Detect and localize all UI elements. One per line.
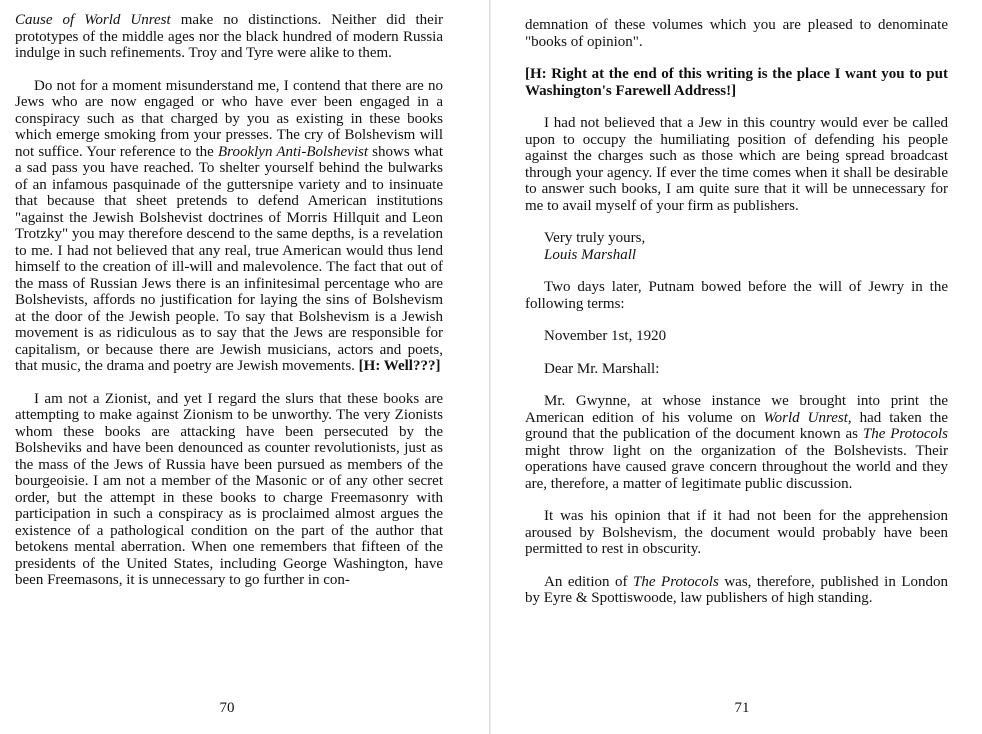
paragraph: Do not for a moment misunderstand me, I contend that there are no Jews who are now engaged or who have ever been engaged in a conspiracy such as that charged by you as existing in these books which emerge smoking from your presses. The cry of Bolshevism will not suffice. Your reference to the Brooklyn Anti-Bolshevist shows what a sad pass you have reached. To shelter yourself behind the bulwarks of an infamous pasquinade of the guttersnipe variety and to insinuate that because that sheet pretends to defend American institutions "against the Jewish Bolshevist doctrines of Morris Hillquit and Leon Trotzky" you may therefore descend to the same depths, is a revelation to me. I had not believed that any real, true American would thus lend himself to the creation of ill-will and malevolence. The fact that out of the mass of Russian Jews there is an infinitesimal percentage who are Bolshevists, affords no justification for laying the sins of Bolshevism at the door of the Jewish people. To say that Bolshevism is a Jewish movement is as ridiculous as to say that the Jews are responsible for capitalism, or because there are Jewish musicians, actors and poets, that music, the drama and poetry are Jewish movements. [H: Well???]: [15, 77, 444, 374]
paragraph: Mr. Gwynne, at whose instance we brought into print the American edition of his volume on World Unrest, had taken the ground that the publication of the document known as The Protocols might throw light on the organization of the Bolshevists. Their operations have caused grave concern throughout the world and they are, therefore, a matter of legitimate public discussion.: [525, 393, 948, 492]
page-number: 70: [219, 700, 235, 716]
publication-title: Brooklyn Anti-Bolshevist: [218, 143, 368, 160]
right-page-text: [525, 17, 948, 607]
paragraph: I am not a Zionist, and yet I regard the slurs that these books are attempting to make against Zionism to be unworthy. The very Zionists whom these books are attacking have been persecuted by the Bolsheviks and have been denounced as counter revolutionists, just as the mass of the Jews of Russia have been pursued as members of the bourgeoisie. I am not a member of the Masonic or of any other secret order, but the attempt in these books to charge Freemasonry with participation in such a conspiracy as is proclaimed almost argues the existence of a pathological condition on the part of the author that betokens mental aberration. When one remembers that fifteen of the presidents of the United States, including George Washington, have been Freemasons, it is unnecessary to go further in con-: [15, 390, 443, 588]
editor-note: [H: Well???]: [358, 358, 441, 374]
paragraph: Cause of World Unrest make no distinctions. Neither did their prototypes of the middle ages nor the black hundred of modern Russia indulge in such refinements. Troy and Tyre were alike to them.: [15, 12, 443, 61]
document-title: The Protocols: [633, 573, 719, 590]
book-title: World Unrest,: [763, 409, 852, 426]
left-page-text: [15, 12, 443, 589]
paragraph: It was his opinion that if it had not been for the apprehension aroused by Bolshevism, the document would probably have been permitted to rest in obscurity.: [525, 508, 948, 557]
paragraph: Two days later, Putnam bowed before the will of Jewry in the following terms:: [525, 279, 948, 312]
right-page: [490, 0, 982, 734]
book-title: Cause of World Unrest: [15, 12, 171, 28]
editor-note: [H: Right at the end of this writing is the place I want you to put Washington's Farewell Address!]: [525, 66, 948, 99]
paragraph: An edition of The Protocols was, therefore, published in London by Eyre & Spottiswoode, law publishers of high standing.: [525, 573, 948, 606]
letter-date: November 1st, 1920: [544, 328, 667, 344]
closing: Very truly yours,: [544, 230, 646, 246]
left-page: [0, 0, 490, 734]
salutation: Dear Mr. Marshall:: [544, 360, 660, 377]
paragraph: demnation of these volumes which you are pleased to denominate "books of opinion".: [525, 17, 948, 50]
page-number: 71: [734, 700, 750, 716]
paragraph: I had not believed that a Jew in this country would ever be called upon to occupy the humiliating position of defending his people against the charges such as those which are being spread broadcast through your agency. If ever the time comes when it shall be desirable to answer such books, I am quite sure that it will be unnecessary for me to avail myself of your firm as publishers.: [525, 115, 948, 214]
signature: Louis Marshall: [544, 246, 637, 263]
document-title: The Protocols: [862, 426, 948, 442]
